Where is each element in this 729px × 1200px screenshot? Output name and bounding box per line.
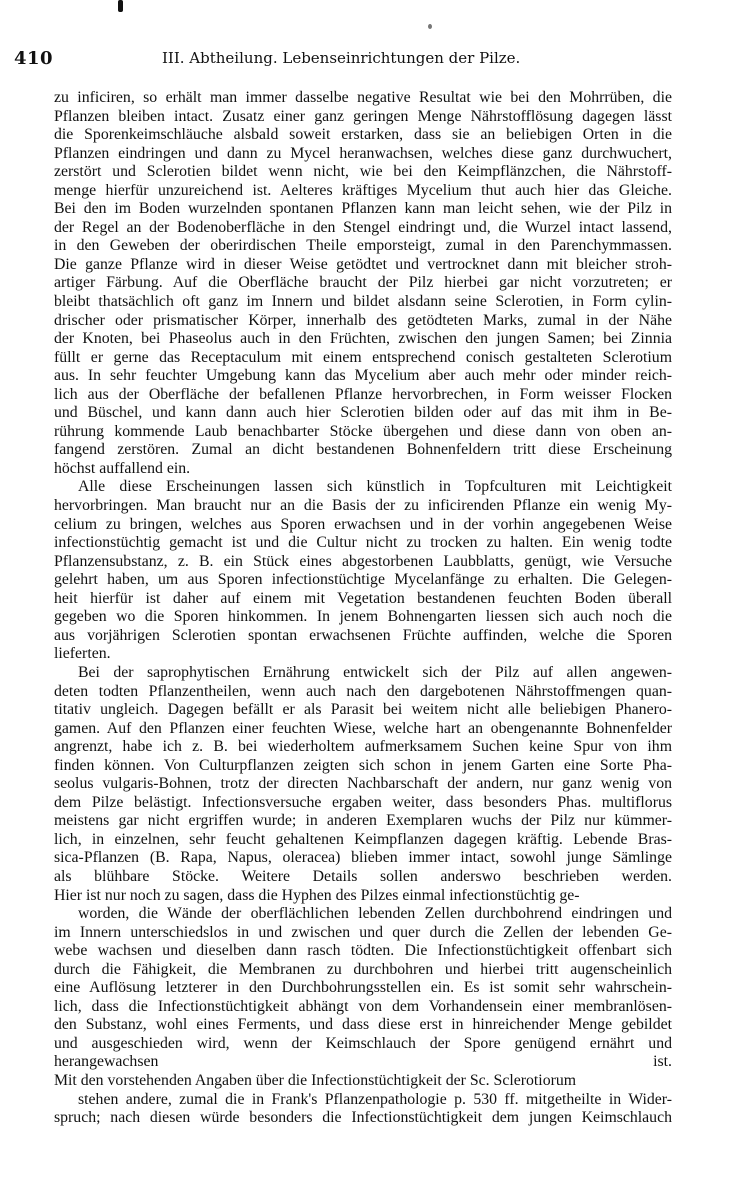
text-line: webe wachsen und dieselben dann rasch tödten. Die Infectionstüchtigkeit offenbart sich <box>54 942 672 960</box>
text-line: deten todten Pflanzentheilen, wenn auch nach den dargebotenen Nährstoffmengen quan- <box>54 682 672 700</box>
page-number: 410 <box>14 48 54 69</box>
text-line: stehen andere, zumal die in Frank's Pflanzenpathologie p. 530 ff. mitgetheilte in Wider- <box>78 1090 672 1108</box>
text-line: den Substanz, wohl eines Ferments, und dass diese erst in hinreichender Menge gebildet <box>54 1016 672 1034</box>
text-line: als blühbare Stöcke. Weitere Details sollen anderswo beschrieben werden. <box>54 867 672 885</box>
text-line: im Innern unterschiedslos in und zwischen und quer durch die Zellen der lebenden Ge- <box>54 923 672 941</box>
body-text <box>54 89 672 1146</box>
text-line: hervorbringen. Man braucht nur an die Basis der zu inficirenden Pflanze ein wenig My- <box>54 497 672 515</box>
text-line: rührung kommende Laub benachbarter Stöcke übergehen und diese dann von oben an- <box>54 422 672 440</box>
text-line: infectionstüchtig gemacht ist und die Cultur nicht zu trocken zu halten. Ein wenig todte <box>54 534 672 552</box>
text-line: lieferten. <box>54 645 111 663</box>
text-line: die Sporenkeimschläuche alsbald soweit erstarken, dass sie an beliebigen Orten in die <box>54 126 672 144</box>
text-line: durch die Fähigkeit, die Membranen zu durchbohren und hierbei tritt augenscheinlich <box>54 960 672 978</box>
text-line: Bei der saprophytischen Ernährung entwickelt sich der Pilz auf allen angewen- <box>78 663 672 681</box>
text-line: eine Auflösung letzterer in den Durchbohrungsstellen ein. Es ist somit sehr wahrschein- <box>54 979 672 997</box>
text-line: aus. In sehr feuchter Umgebung kann das Mycelium aber auch mehr oder minder reich- <box>54 367 672 385</box>
text-line: bleibt thatsächlich oft ganz im Innern und bildet alsdann seine Sclerotien, in Form cylin- <box>54 293 672 311</box>
text-line: Pflanzen eindringen und dann zu Mycel heranwachsen, welches diese ganz durchwuchert, <box>54 144 672 162</box>
text-line: der Knoten, bei Phaseolus auch in den Früchten, zwischen den jungen Samen; bei Zinnia <box>54 330 672 348</box>
text-line: meistens gar nicht ergriffen wurde; in anderen Exemplaren wuchs der Pilz nur kümmer- <box>54 812 672 830</box>
text-line: titativ ungleich. Dagegen befällt er als Parasit bei weitem nicht alle beliebigen Phanero- <box>54 701 672 719</box>
ink-speck <box>428 24 432 29</box>
running-title: III. Abtheilung. Lebenseinrichtungen der Pilze. <box>162 49 521 67</box>
text-line: Hier ist nur noch zu sagen, dass die Hyphen des Pilzes einmal infectionstüchtig ge- <box>54 886 580 904</box>
text-line: finden können. Von Culturpflanzen zeigten sich schon in jenem Garten eine Sorte Pha- <box>54 756 672 774</box>
text-line: celium zu bringen, welches aus Sporen erwachsen und in der vorhin angegebenen Weise <box>54 515 672 533</box>
text-line: angrenzt, habe ich z. B. bei wiederholtem aufmerksamem Suchen keine Spur von ihm <box>54 738 672 756</box>
text-line: fangend zerstören. Zumal an dicht bestandenen Bohnenfeldern tritt diese Erscheinung <box>54 441 672 459</box>
text-line: und Büschel, und kann dann auch hier Sclerotien bilden oder auf das mit ihm in Be- <box>54 404 672 422</box>
text-line: worden, die Wände der oberflächlichen lebenden Zellen durchbohrend eindringen und <box>78 905 672 923</box>
text-line: lich, dass die Infectionstüchtigkeit abhängt von dem Vorhandensein einer membranlösen- <box>54 997 672 1015</box>
text-line: Pflanzen bleiben intact. Zusatz einer ganz geringen Menge Nährstofflösung dagegen lässt <box>54 107 672 125</box>
text-line: in den Geweben der oberirdischen Theile emporsteigt, zumal in den Parenchymmassen. <box>54 237 672 255</box>
text-line: Bei den im Boden wurzelnden spontanen Pflanzen kann man leicht sehen, wie der Pilz in <box>54 200 672 218</box>
text-line: zerstört und Sclerotien bildet wenn nicht, wie bei den Keimpflänzchen, die Nährstoff- <box>54 163 672 181</box>
text-line: heit hierfür ist daher auf einem mit Vegetation bestandenen feuchten Boden überall <box>54 589 672 607</box>
text-line: zu inficiren, so erhält man immer dasselbe negative Resultat wie bei den Mohrrüben, die <box>54 89 672 106</box>
text-line: artiger Färbung. Auf die Oberfläche braucht der Pilz hierbei gar nicht vorzutreten; er <box>54 274 672 292</box>
text-line: Alle diese Erscheinungen lassen sich künstlich in Topfculturen mit Leichtigkeit <box>78 478 672 496</box>
text-line: drischer oder prismatischer Körper, innerhalb des getödteten Marks, zumal in der Nähe <box>54 311 672 329</box>
page-header <box>14 48 689 72</box>
text-line: der Regel an der Bodenoberfläche in den Stengel eindringt und, die Wurzel intact lassend, <box>54 218 672 236</box>
text-line: und ausgeschieden wird, wenn der Keimschlauch der Spore genügend ernährt und <box>54 1034 672 1052</box>
ink-speck <box>118 0 123 12</box>
text-line: spruch; nach diesen würde besonders die Infectionstüchtigkeit dem jungen Keimschlauch <box>54 1109 672 1127</box>
text-line: gelehrt haben, um aus Sporen infectionstüchtige Mycelanfänge zu erhalten. Die Gelegen- <box>54 571 672 589</box>
text-line: aus vorjährigen Sclerotien spontan erwachsenen Früchte auffinden, welche die Sporen <box>54 626 672 644</box>
text-line: lich aus der Oberfläche der befallenen Pflanze hervorbrechen, in Form weisser Flocken <box>54 385 672 403</box>
text-line: dem Pilze belästigt. Infectionsversuche ergaben weiter, dass besonders Phas. multiflorus <box>54 793 672 811</box>
text-line: gegeben wo die Sporen hinkommen. In jenem Bohnengarten liessen sich auch noch die <box>54 608 672 626</box>
text-line: Pflanzensubstanz, z. B. ein Stück eines abgestorbenen Laubblatts, genügt, wie Versuche <box>54 552 672 570</box>
text-line: herangewachsen ist. <box>54 1053 672 1071</box>
text-line: menge hierfür unzureichend ist. Aelteres kräftiges Mycelium thut auch hier das Gleiche. <box>54 181 672 199</box>
text-line: Die ganze Pflanze wird in dieser Weise getödtet und vertrocknet dann mit bleicher stroh- <box>54 255 672 273</box>
text-line: lich, in einzelnen, sehr feucht gehaltenen Keimpflanzen dagegen kräftig. Lebende Bras- <box>54 830 672 848</box>
text-line: sica-Pflanzen (B. Rapa, Napus, oleracea) blieben immer intact, sowohl junge Sämlinge <box>54 849 672 867</box>
text-line: seolus vulgaris-Bohnen, trotz der directen Nachbarschaft der andern, nur ganz wenig von <box>54 775 672 793</box>
text-line: füllt er gerne das Receptaculum mit einem entsprechend conisch gestalteten Sclerotium <box>54 348 672 366</box>
text-line: gamen. Auf den Pflanzen einer feuchten Wiese, welche hart an obengenannte Bohnenfelder <box>54 719 672 737</box>
text-line <box>54 1128 672 1147</box>
text-line: Mit den vorstehenden Angaben über die Infectionstüchtigkeit der Sc. Sclerotiorum <box>54 1071 577 1089</box>
text-line: höchst auffallend ein. <box>54 459 191 477</box>
